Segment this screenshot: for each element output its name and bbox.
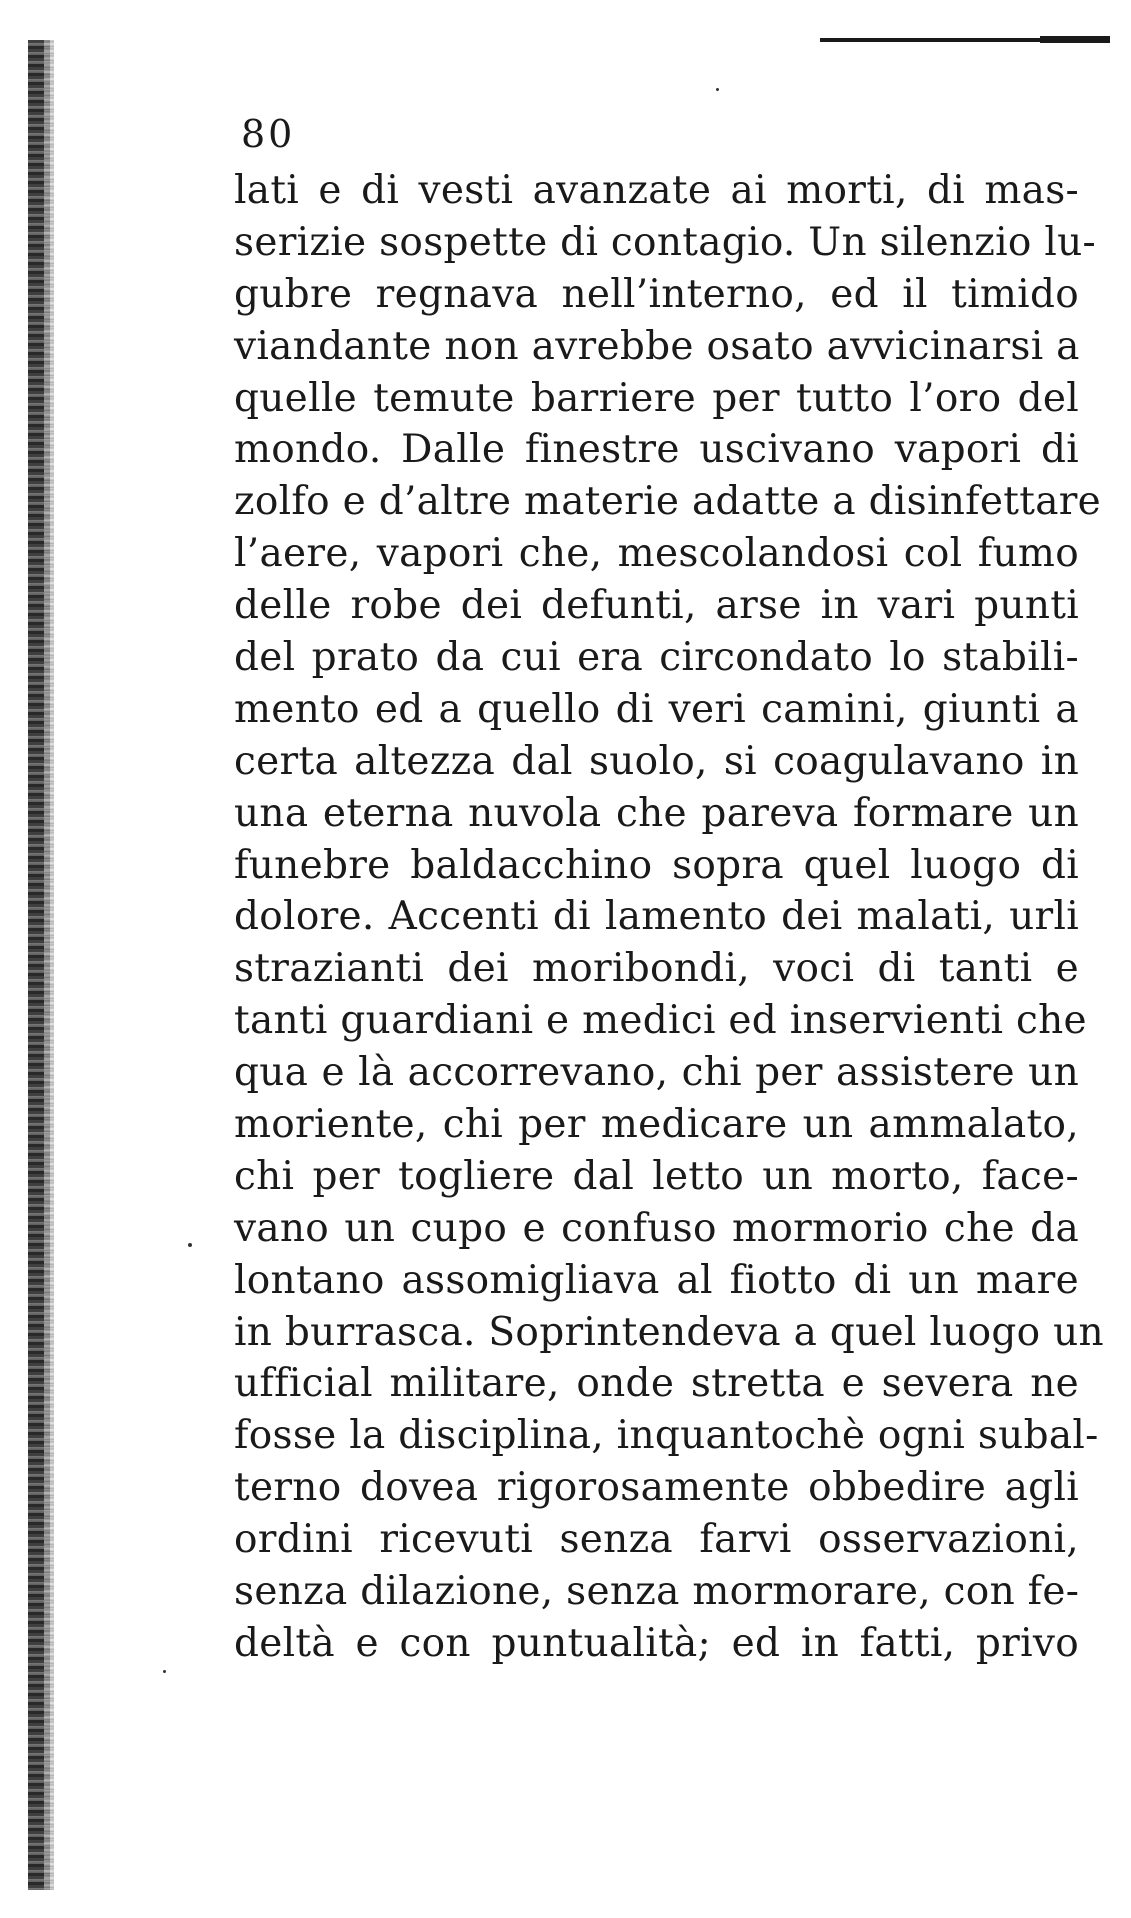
text-line: chi per togliere dal letto un morto, face- bbox=[234, 1153, 1079, 1199]
page-number: 80 bbox=[241, 112, 296, 156]
text-line: serizie sospette di contagio. Un silenzio lu- bbox=[234, 219, 1097, 265]
text-line: ordini ricevuti senza farvi osservazioni, bbox=[234, 1517, 1079, 1563]
text-line: mondo. Dalle finestre uscivano vapori di bbox=[234, 427, 1079, 473]
text-line: senza dilazione, senza mormorare, con fe- bbox=[234, 1569, 1080, 1615]
ink-speck bbox=[163, 1670, 166, 1673]
text-line: l’aere, vapori che, mescolandosi col fumo bbox=[234, 531, 1079, 577]
text-line: dolore. Accenti di lamento dei malati, urli bbox=[234, 894, 1079, 940]
text-line: deltà e con puntualità; ed in fatti, privo bbox=[234, 1620, 1079, 1666]
text-line: in burrasca. Soprintendeva a quel luogo un bbox=[234, 1309, 1104, 1355]
text-line: strazianti dei moribondi, voci di tanti e bbox=[234, 946, 1079, 992]
text-line: del prato da cui era circondato lo stabili- bbox=[234, 635, 1079, 681]
text-line: mento ed a quello di veri camini, giunti a bbox=[234, 686, 1079, 732]
text-line: gubre regnava nell’interno, ed il timido bbox=[234, 271, 1079, 317]
body-text bbox=[234, 165, 1104, 1670]
text-line: viandante non avrebbe osato avvicinarsi a bbox=[234, 323, 1080, 369]
text-line: zolfo e d’altre materie adatte a disinfettare bbox=[234, 479, 1102, 525]
text-line: fosse la disciplina, inquantochè ogni subal- bbox=[234, 1413, 1099, 1459]
text-line: delle robe dei defunti, arse in vari punti bbox=[234, 583, 1079, 629]
ink-speck bbox=[188, 1243, 192, 1247]
text-line: tanti guardiani e medici ed inservienti che bbox=[234, 998, 1087, 1044]
binding-edge-texture bbox=[44, 40, 54, 1890]
text-line: una eterna nuvola che pareva formare un bbox=[234, 790, 1079, 836]
text-line: certa altezza dal suolo, si coagulavano in bbox=[234, 738, 1079, 784]
text-line: vano un cupo e confuso mormorio che da bbox=[234, 1205, 1079, 1251]
top-rule-end bbox=[1040, 36, 1110, 43]
text-line: moriente, chi per medicare un ammalato, bbox=[234, 1102, 1079, 1148]
text-line: ufficial militare, onde stretta e severa ne bbox=[234, 1361, 1079, 1407]
text-line: qua e là accorrevano, chi per assistere un bbox=[234, 1050, 1079, 1096]
ink-speck bbox=[716, 88, 719, 91]
text-line: quelle temute barriere per tutto l’oro del bbox=[234, 375, 1079, 421]
text-line: lontano assomigliava al fiotto di un mare bbox=[234, 1257, 1079, 1303]
text-line: terno dovea rigorosamente obbedire agli bbox=[234, 1465, 1079, 1511]
text-line: lati e di vesti avanzate ai morti, di mas- bbox=[234, 168, 1079, 213]
text-line: funebre baldacchino sopra quel luogo di bbox=[234, 842, 1079, 888]
